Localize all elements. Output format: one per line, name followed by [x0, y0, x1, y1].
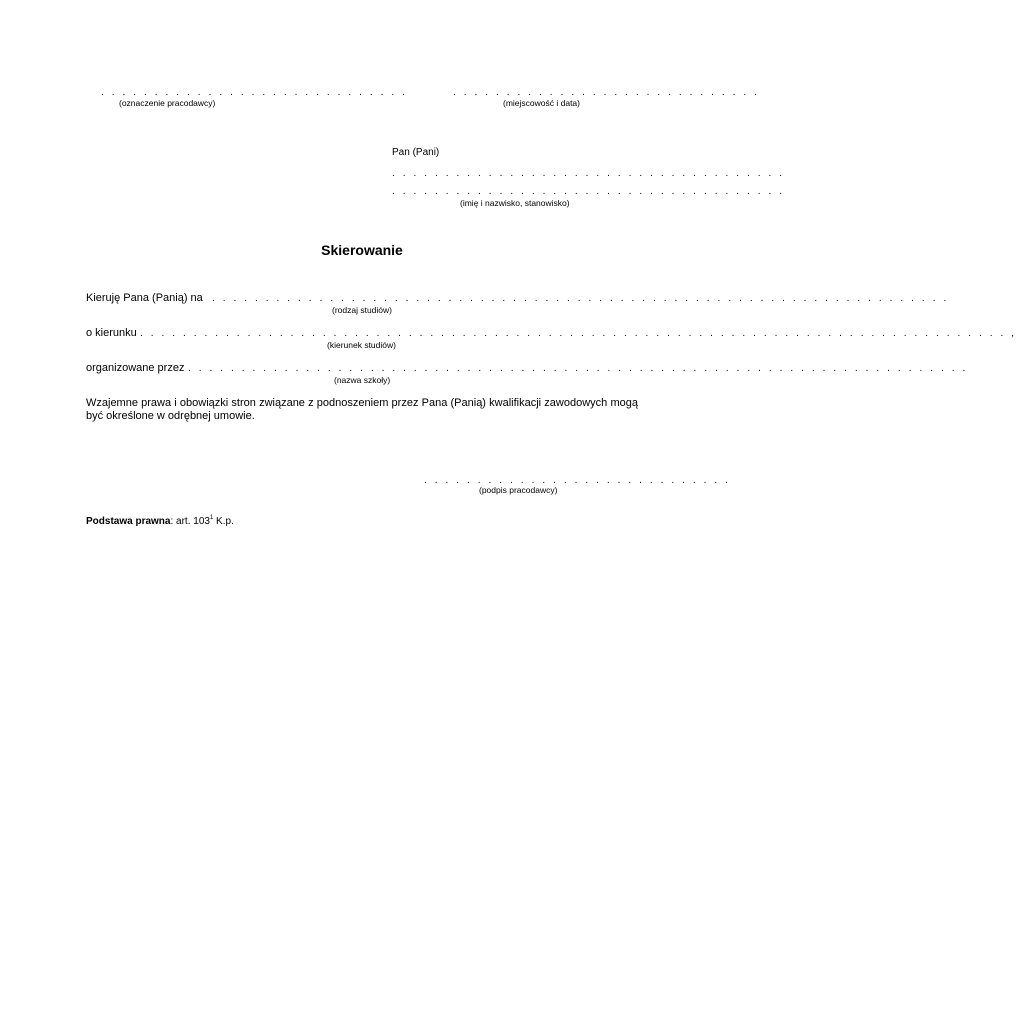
employer-caption: (oznaczenie pracodawcy) — [119, 98, 216, 108]
legal-basis-text: : art. 103 — [170, 516, 210, 527]
agreement-paragraph: Wzajemne prawa i obowiązki stron związane z podnoszeniem przez Pana (Panią) kwalifikacji zawodowych mogą być określone w odrębnej umowie. — [86, 397, 638, 422]
employer-dots: . . . . . . . . . . . . . . . . . . . . . . . . . . . . . — [101, 87, 408, 98]
place-date-dots: . . . . . . . . . . . . . . . . . . . . . . . . . . . . . — [453, 87, 760, 98]
field-direction-label: o kierunku — [86, 327, 137, 339]
field-study-type-dots: . . . . . . . . . . . . . . . . . . . . . . . . . . . . . . . . . . . . . . . . . . . . . . . . . . . . . . . . . . . . . . . . . . . . . — [212, 293, 949, 304]
field-study-type-label: Kieruję Pana (Panią) na — [86, 292, 203, 304]
field-direction-dots: . . . . . . . . . . . . . . . . . . . . . . . . . . . . . . . . . . . . . . . . . . . . . . . . . . . . . . . . . . . . . . . . . . . . . . . . . . . . . . . . . , — [140, 328, 1017, 339]
field-direction-caption: (kierunek studiów) — [327, 340, 396, 350]
legal-basis-suffix: K.p. — [213, 516, 234, 527]
legal-basis — [86, 517, 234, 527]
signature-dots: . . . . . . . . . . . . . . . . . . . . . . . . . . . . . — [424, 475, 731, 486]
recipient-caption: (imię i nazwisko, stanowisko) — [460, 198, 570, 208]
legal-basis-label: Podstawa prawna — [86, 516, 171, 527]
legal-basis-superscript: 1 — [209, 515, 214, 521]
place-date-caption: (miejscowość i data) — [503, 98, 580, 108]
recipient-line1-dots: . . . . . . . . . . . . . . . . . . . . . . . . . . . . . . . . . . . . . — [392, 168, 785, 179]
field-school-caption: (nazwa szkoły) — [334, 375, 391, 385]
document-title: Skierowanie — [321, 242, 403, 258]
field-school-label: organizowane przez — [86, 362, 185, 374]
field-study-type-caption: (rodzaj studiów) — [332, 305, 392, 315]
signature-caption: (podpis pracodawcy) — [479, 485, 558, 495]
recipient-salutation: Pan (Pani) — [392, 147, 440, 158]
recipient-line2-dots: . . . . . . . . . . . . . . . . . . . . . . . . . . . . . . . . . . . . . — [392, 186, 785, 197]
field-school-dots: . . . . . . . . . . . . . . . . . . . . . . . . . . . . . . . . . . . . . . . . . . . . . . . . . . . . . . . . . . . . . . . . . . . . . . . . . — [188, 363, 968, 374]
